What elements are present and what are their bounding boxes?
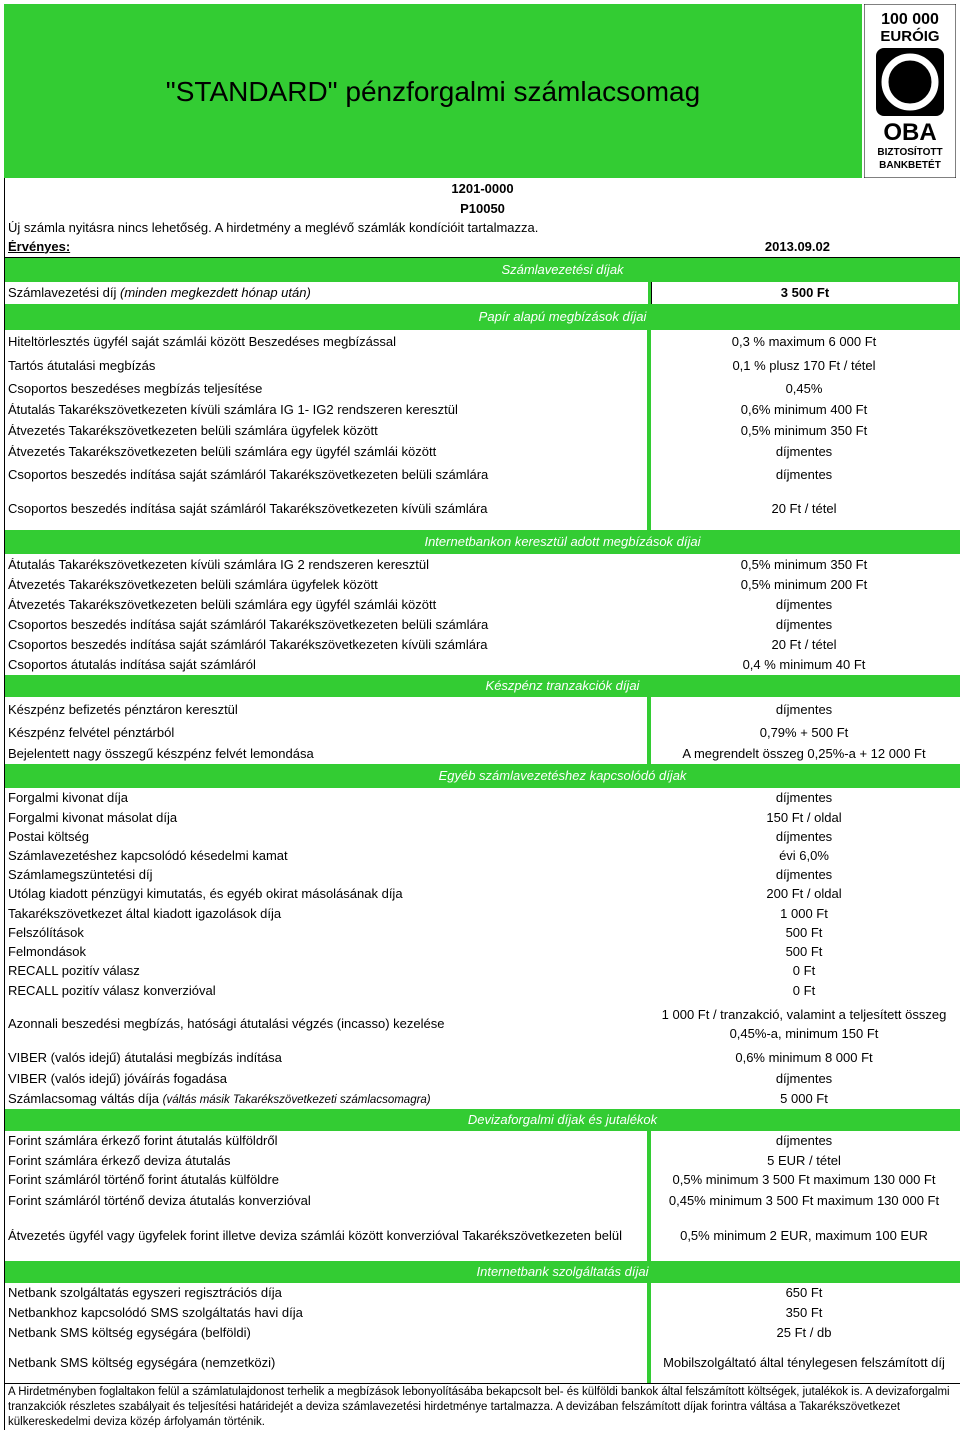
internet-value: 0,5% minimum 200 Ft [740, 577, 868, 592]
fx-label: Forint számláról történő deviza átutalás konverzióval [8, 1193, 311, 1208]
paper-row [5, 420, 960, 441]
internet-label: Átutalás Takarékszövetkezeten kívüli számlára IG 2 rendszeren keresztül [8, 557, 430, 572]
viber-label: VIBER (valós idejű) jóváírás fogadása [8, 1072, 227, 1086]
fx-row [5, 1190, 960, 1211]
internet-row [5, 615, 960, 635]
section-paper: Papír alapú megbízások díjai [5, 304, 960, 330]
valid-row [5, 236, 960, 258]
fx-label: Átvezetés ügyfél vagy ügyfelek forint illetve deviza számlái között konverzióval Takarékszövetkezeten belül [8, 1229, 622, 1243]
internet-label: Csoportos beszedés indítása saját számláról Takarékszövetkezeten belüli számlára [8, 618, 489, 632]
paper-value: 20 Ft / tétel [771, 501, 837, 516]
cash-label: Bejelentett nagy összegű készpénz felvét lemondása [8, 746, 314, 761]
other-row [5, 788, 960, 808]
package-change-row: Számlacsomag váltás díja (váltás másik Takarékszövetkezeti számlacsomagra) 5 000 Ft [8, 1091, 828, 1106]
other-label: Takarékszövetkezet által kiadott igazolások díja [8, 906, 282, 921]
paper-list [5, 330, 960, 530]
other-value: díjmentes [775, 866, 833, 882]
viber-row [5, 1047, 960, 1069]
logo-line2: EURÓIG [880, 28, 940, 45]
other-label: RECALL pozitív válasz konverzióval [8, 984, 216, 998]
paper-row [5, 354, 960, 378]
internet-row [5, 595, 960, 615]
other-row [5, 865, 960, 884]
paper-label: Átutalás Takarékszövetkezeten kívüli számlára IG 1- IG2 rendszeren keresztül [8, 402, 458, 417]
paper-row [5, 462, 960, 488]
paper-row [5, 399, 960, 420]
other-row [5, 884, 960, 904]
viber-row [5, 1069, 960, 1089]
cash-row [5, 697, 960, 722]
paper-label: Csoportos beszedéses megbízás teljesítése [8, 381, 263, 396]
cash-list [5, 697, 960, 764]
logo-line1: 100 000 [881, 11, 939, 28]
section-fx: Devizaforgalmi díjak és jutalékok [5, 1109, 960, 1131]
logo-line3: OBA [883, 119, 937, 146]
section-other: Egyéb számlavezetéshez kapcsolódó díjak [5, 764, 960, 788]
internet-value: 20 Ft / tétel [771, 637, 837, 652]
internet-row [5, 635, 960, 655]
internet-list [5, 554, 960, 675]
valid-date: 2013.09.02 [764, 238, 830, 254]
other-value: díjmentes [775, 790, 833, 805]
cash-row [5, 722, 960, 743]
title-banner [4, 4, 862, 178]
fx-label: Forint számlára érkező forint átutalás külföldről [8, 1134, 278, 1148]
cash-label: Készpénz felvétel pénztárból [8, 725, 175, 740]
netbank-label: Netbankhoz kapcsolódó SMS szolgáltatás havi díja [8, 1306, 303, 1320]
section-account-fees: Számlavezetési díjak [5, 258, 960, 282]
paper-label: Csoportos beszedés indítása saját számláról Takarékszövetkezeten kívüli számlára [8, 502, 488, 516]
other-label: RECALL pozitív válasz [8, 964, 140, 978]
other-value: 1 000 Ft [780, 905, 828, 921]
immediate-value: 1 000 Ft / tranzakció, valamint a teljesített összeg 0,45%-a, minimum 150 Ft [661, 1007, 947, 1041]
paper-row [5, 488, 960, 530]
other-row [5, 942, 960, 961]
internet-row [5, 655, 960, 675]
section-cash: Készpénz tranzakciók díjai [5, 675, 960, 697]
fx-label: Forint számláról történő forint átutalás külföldre [8, 1173, 279, 1187]
paper-label: Átvezetés Takarékszövetkezeten belüli számlára egy ügyfél számlái között [8, 444, 437, 459]
netbank-label: Netbank szolgáltatás egyszeri regisztrációs díja [8, 1286, 282, 1300]
other-row [5, 923, 960, 942]
other-row [5, 827, 960, 846]
fx-row [5, 1131, 960, 1151]
other-value: 150 Ft / oldal [766, 809, 842, 825]
fx-row [5, 1211, 960, 1261]
paper-value: 0,3 % maximum 6 000 Ft [731, 334, 877, 349]
paper-row [5, 378, 960, 399]
other-label: Forgalmi kivonat másolat díja [8, 810, 178, 825]
fee-table [4, 178, 960, 1430]
cash-value: díjmentes [775, 701, 833, 717]
netbank-label: Netbank SMS költség egységára (belföldi) [8, 1326, 251, 1340]
other-label: Felmondások [8, 944, 87, 959]
netbank-row [5, 1283, 960, 1303]
other-value: díjmentes [775, 828, 833, 844]
other-label: Számlamegszüntetési díj [8, 867, 153, 882]
other-label: Felszólítások [8, 925, 84, 940]
internet-label: Átvezetés Takarékszövetkezeten belüli számlára egy ügyfél számlái között [8, 598, 437, 612]
internet-label: Átvezetés Takarékszövetkezeten belüli számlára ügyfelek között [8, 578, 378, 592]
cash-value: 0,79% + 500 Ft [759, 724, 849, 740]
netbank-label: Netbank SMS költség egységára (nemzetközi) [8, 1356, 276, 1370]
other-label: Utólag kiadott pénzügyi kimutatás, és egyéb okirat másolásának díja [8, 887, 403, 901]
netbank-value: 350 Ft [785, 1305, 823, 1320]
paper-value: 0,6% minimum 400 Ft [740, 401, 868, 417]
netbank-row [5, 1303, 960, 1323]
paper-value: díjmentes [775, 467, 833, 482]
section-internet: Internetbankon keresztül adott megbízások díjai [5, 530, 960, 554]
viber-list [5, 1047, 960, 1089]
internet-value: 0,4 % minimum 40 Ft [742, 657, 866, 672]
internet-value: díjmentes [775, 617, 833, 632]
other-list [5, 788, 960, 1001]
internet-row [5, 554, 960, 575]
internet-label: Csoportos átutalás indítása saját számláról [8, 658, 256, 672]
cash-row [5, 743, 960, 764]
paper-value: 0,1 % plusz 170 Ft / tétel [732, 358, 876, 373]
internet-row [5, 575, 960, 595]
valid-label: Érvényes: [8, 239, 71, 254]
other-label: Postai költség [8, 829, 89, 844]
other-label: Számlavezetéshez kapcsolódó késedelmi kamat [8, 848, 288, 863]
other-value: 500 Ft [785, 943, 823, 959]
viber-label: VIBER (valós idejű) átutalási megbízás indítása [8, 1051, 282, 1065]
internet-value: 0,5% minimum 350 Ft [740, 556, 868, 572]
other-value: 200 Ft / oldal [766, 886, 842, 901]
other-row [5, 981, 960, 1001]
fx-value: 0,5% minimum 2 EUR, maximum 100 EUR [680, 1228, 928, 1243]
fx-row [5, 1151, 960, 1170]
paper-value: 0,5% minimum 350 Ft [740, 422, 868, 438]
other-row [5, 808, 960, 827]
other-row [5, 904, 960, 923]
netbank-value: 650 Ft [785, 1285, 823, 1300]
paper-value: díjmentes [775, 443, 833, 459]
page-title: "STANDARD" pénzforgalmi számlacsomag [165, 76, 701, 107]
fx-row [5, 1170, 960, 1190]
paper-value: 0,45% [785, 380, 823, 396]
paper-label: Tartós átutalási megbízás [8, 359, 156, 373]
other-label: Forgalmi kivonat díja [8, 791, 128, 805]
cash-label: Készpénz befizetés pénztáron keresztül [8, 702, 238, 717]
internet-label: Csoportos beszedés indítása saját számláról Takarékszövetkezeten kívüli számlára [8, 638, 488, 652]
other-row [5, 846, 960, 865]
fx-value: 0,45% minimum 3 500 Ft maximum 130 000 Ft [668, 1192, 940, 1208]
code-1: 1201-0000 [451, 180, 514, 196]
other-value: 0 Ft [792, 983, 816, 998]
oba-logo-icon [864, 4, 956, 178]
oba-logo [864, 4, 956, 178]
internet-value: díjmentes [775, 597, 833, 612]
other-row [5, 961, 960, 981]
fx-list [5, 1131, 960, 1261]
fx-value: díjmentes [775, 1133, 833, 1148]
paper-label: Hiteltörlesztés ügyfél saját számlái között Beszedéses megbízással [8, 335, 397, 349]
account-fee-row: Számlavezetési díj (minden megkezdett hónap után) 3 500 Ft [5, 282, 960, 304]
cash-value: A megrendelt összeg 0,25%-a + 12 000 Ft [682, 745, 926, 761]
fx-value: 0,5% minimum 3 500 Ft maximum 130 000 Ft [672, 1172, 936, 1187]
netbank-value: Mobilszolgáltató által ténylegesen felszámított díj [663, 1355, 945, 1370]
paper-row [5, 441, 960, 462]
other-value: 0 Ft [792, 963, 816, 978]
netbank-list [5, 1283, 960, 1383]
other-value: évi 6,0% [779, 847, 829, 863]
fx-label: Forint számlára érkező deviza átutalás [8, 1153, 231, 1168]
viber-value: 0,6% minimum 8 000 Ft [735, 1050, 873, 1065]
viber-value: díjmentes [775, 1071, 833, 1086]
netbank-row [5, 1323, 960, 1343]
account-fee-value: 3 500 Ft [651, 282, 958, 304]
paper-label: Átvezetés Takarékszövetkezeten belüli számlára ügyfelek között [8, 423, 378, 438]
logo-line4: BIZTOSÍTOTT [877, 147, 943, 158]
netbank-row [5, 1343, 960, 1383]
section-netbank: Internetbank szolgáltatás díjai [5, 1261, 960, 1283]
other-value: 500 Ft [785, 924, 823, 940]
paper-row [5, 330, 960, 354]
code-2: P10050 [460, 201, 505, 216]
paper-label: Csoportos beszedés indítása saját számláról Takarékszövetkezeten belüli számlára [8, 468, 489, 482]
immediate-row: Azonnali beszedési megbízás, hatósági átutalási végzés (incasso) kezelése 1 000 Ft / tranzakció, valamint a teljesített összeg 0,45%-a, minimum 150 Ft [5, 1001, 960, 1047]
logo-line5: BANKBETÉT [879, 160, 941, 171]
footer-note: A Hirdetményben foglaltakon felül a számlatulajdonost terhelik a megbízások lebonyolításába bekapcsolt bel- és külföldi bankok által felszámított költségek, jutalékok is. A devizaforgalmi tranzakciók részletes szabályait és teljesítési határidejét a deviza számlavezetési hirdetménye tartalmazza. A devizában felszámított díjak forintra váltása a Takarékszövetkezet külkereskedelmi deviza közép árfolyamán történik. [5, 1383, 960, 1430]
notice: Új számla nyitásra nincs lehetőség. A hirdetmény a meglévő számlák kondícióit tartalmazza. [8, 220, 539, 235]
fx-value: 5 EUR / tétel [767, 1152, 841, 1168]
netbank-value: 25 Ft / db [776, 1325, 832, 1340]
